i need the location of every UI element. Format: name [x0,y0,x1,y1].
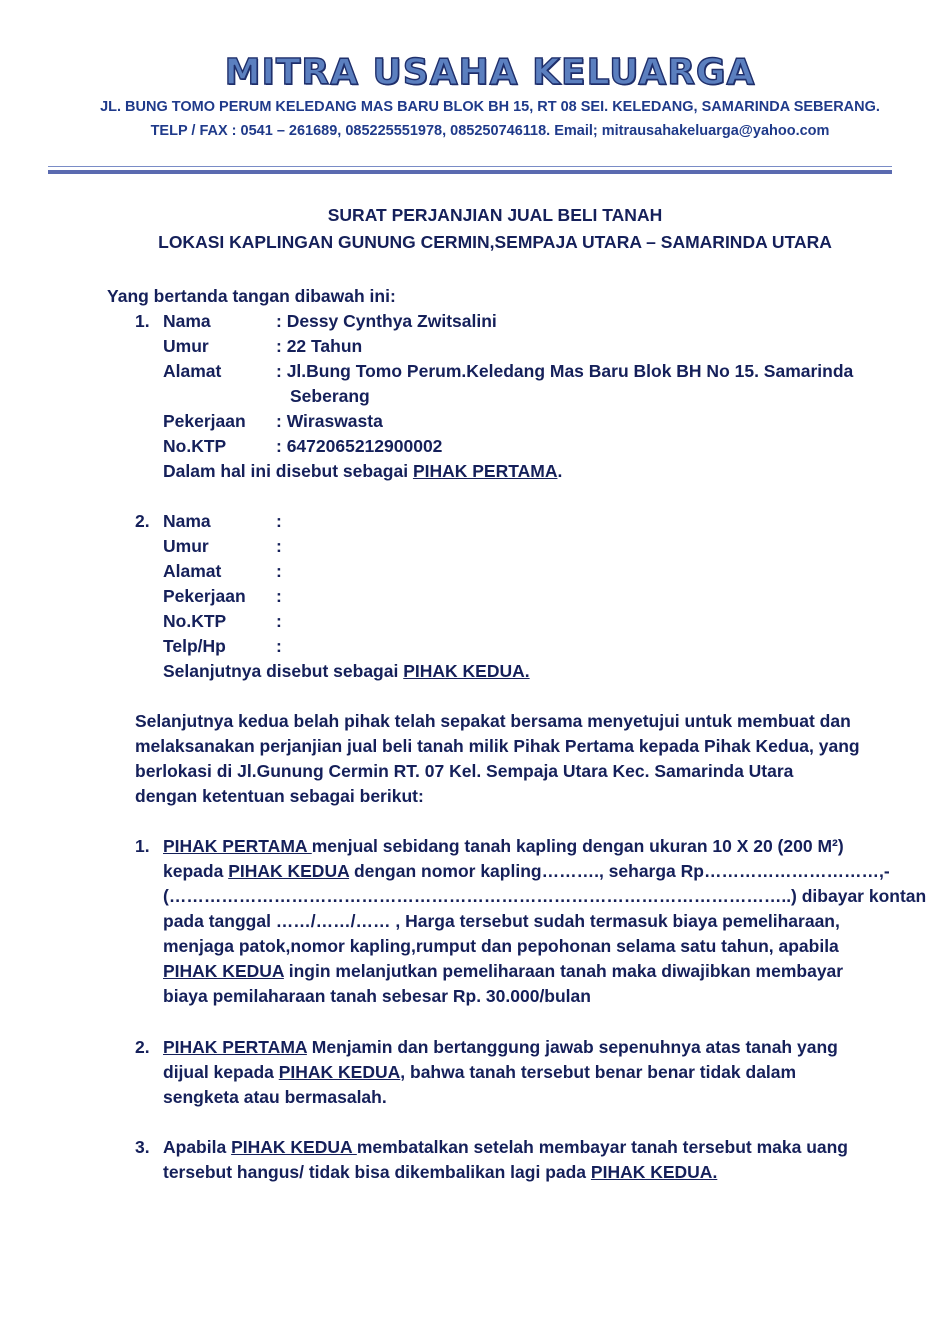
clause1-line-1 [163,834,844,859]
party2-designation [163,659,530,684]
clause2-party2-ref: PIHAK KEDUA [278,1062,401,1082]
party1-nama-label: Nama [163,311,211,331]
party1-ktp-label: No.KTP [163,436,227,456]
clause1-party-ref: PIHAK PERTAMA [163,836,312,856]
party2-alamat-colon: : [276,561,282,581]
party2-ktp-label: No.KTP [163,611,227,631]
party2-number: 2. [135,511,150,531]
clause1-party2-ref: PIHAK KEDUA [228,861,350,881]
party1-ktp-value: : 6472065212900002 [276,436,443,456]
company-contact: TELP / FAX : 0541 – 261689, 085225551978, 085250746118. Email; mitrausahakeluarga@yahoo.com [150,123,830,139]
clause3-number: 3. [135,1137,150,1157]
party2-designation-name: PIHAK KEDUA. [403,661,530,681]
clause2-line-2-pre: dijual kepada [163,1062,279,1082]
clause1-line-4: pada tanggal ……/……/…… , Harga tersebut sudah termasuk biaya pemeliharaan, [163,911,840,931]
agreement-line-3: berlokasi di Jl.Gunung Cermin RT. 07 Kel. Sempaja Utara Kec. Samarinda Utara [135,761,794,781]
clause1-line-1-text: menjual sebidang tanah kapling dengan ukuran 10 X 20 (200 M²) [311,836,844,856]
clause1-line-5: menjaga patok,nomor kapling,rumput dan pepohonan selama satu tahun, apabila [163,936,839,956]
agreement-line-4: dengan ketentuan sebagai berikut: [135,786,424,806]
party1-alamat-value: : Jl.Bung Tomo Perum.Keledang Mas Baru Blok BH No 15. Samarinda [276,361,854,381]
clause1-line-3: (……………………………………………………………………………………………..) dibayar kontan [163,886,927,906]
clause1-line-7: biaya pemilaharaan tanah sebesar Rp. 30.000/bulan [163,986,591,1006]
clause3-line-2-pre: tersebut hangus/ tidak bisa dikembalikan lagi pada [163,1162,591,1182]
agreement-line-1: Selanjutnya kedua belah pihak telah sepakat bersama menyetujui untuk membuat dan [135,711,851,731]
clause2-party-ref: PIHAK PERTAMA [163,1037,307,1057]
clause1-party2-ref-2: PIHAK KEDUA [163,961,284,981]
clause2-line-1 [163,1035,838,1060]
party2-telp-colon: : [276,636,282,656]
agreement-line-2: melaksanakan perjanjian jual beli tanah milik Pihak Pertama kepada Pihak Kedua, yang [135,736,860,756]
clause3-line-1-text: membatalkan setelah membayar tanah tersebut maka uang [356,1137,848,1157]
party1-designation-suffix: . [557,461,563,481]
document-subtitle: LOKASI KAPLINGAN GUNUNG CERMIN,SEMPAJA UTARA – SAMARINDA UTARA [158,232,832,252]
party1-alamat-value-cont: Seberang [290,386,370,406]
clause1-number: 1. [135,836,150,856]
party2-pekerjaan-colon: : [276,586,282,606]
clause3-line-2 [163,1160,717,1185]
header-divider-thin [48,166,892,167]
clause2-line-3: sengketa atau bermasalah. [163,1087,387,1107]
party2-telp-label: Telp/Hp [163,636,226,656]
party2-alamat-label: Alamat [163,561,222,581]
clause1-line-2-text: dengan nomor kapling………., seharga Rp…………………………,- [349,861,890,881]
party2-umur-label: Umur [163,536,209,556]
party2-designation-prefix: Selanjutnya disebut sebagai [163,661,404,681]
clause3-line-1 [163,1135,848,1160]
clause2-number: 2. [135,1037,150,1057]
clause3-party2-ref: PIHAK KEDUA [231,1137,357,1157]
party1-umur-label: Umur [163,336,209,356]
clause1-line-6-text: ingin melanjutkan pemeliharaan tanah maka diwajibkan membayar [283,961,844,981]
company-address: JL. BUNG TOMO PERUM KELEDANG MAS BARU BLOK BH 15, RT 08 SEI. KELEDANG, SAMARINDA SEBERANG. [100,99,880,115]
party1-designation-name: PIHAK PERTAMA [412,461,558,481]
clause2-line-1-text: Menjamin dan bertanggung jawab sepenuhnya atas tanah yang [306,1037,838,1057]
header-divider-thick [48,170,892,174]
party1-pekerjaan-value: : Wiraswasta [276,411,383,431]
party2-nama-label: Nama [163,511,211,531]
clause3-party2-ref-2: PIHAK KEDUA. [590,1162,718,1182]
party2-pekerjaan-label: Pekerjaan [163,586,246,606]
clause2-line-2-text: , bahwa tanah tersebut benar benar tidak dalam [400,1062,797,1082]
party2-umur-colon: : [276,536,282,556]
document-title: SURAT PERJANJIAN JUAL BELI TANAH [327,205,663,225]
party1-designation-prefix: Dalam hal ini disebut sebagai [163,461,413,481]
clause1-line-6 [163,959,843,984]
party1-designation [163,459,562,484]
company-name: MITRA USAHA KELUARGA [224,52,756,93]
clause1-line-2 [163,859,890,884]
clause2-line-2 [163,1060,796,1085]
clause3-line-1-pre: Apabila [163,1137,232,1157]
party1-pekerjaan-label: Pekerjaan [163,411,246,431]
party1-umur-value: : 22 Tahun [276,336,363,356]
party2-ktp-colon: : [276,611,282,631]
clause1-line-2-pre: kepada [163,861,229,881]
party1-nama-value: : Dessy Cynthya Zwitsalini [276,311,497,331]
party2-nama-colon: : [276,511,282,531]
intro-text: Yang bertanda tangan dibawah ini: [107,286,396,306]
party1-alamat-label: Alamat [163,361,222,381]
party1-number: 1. [135,311,150,331]
